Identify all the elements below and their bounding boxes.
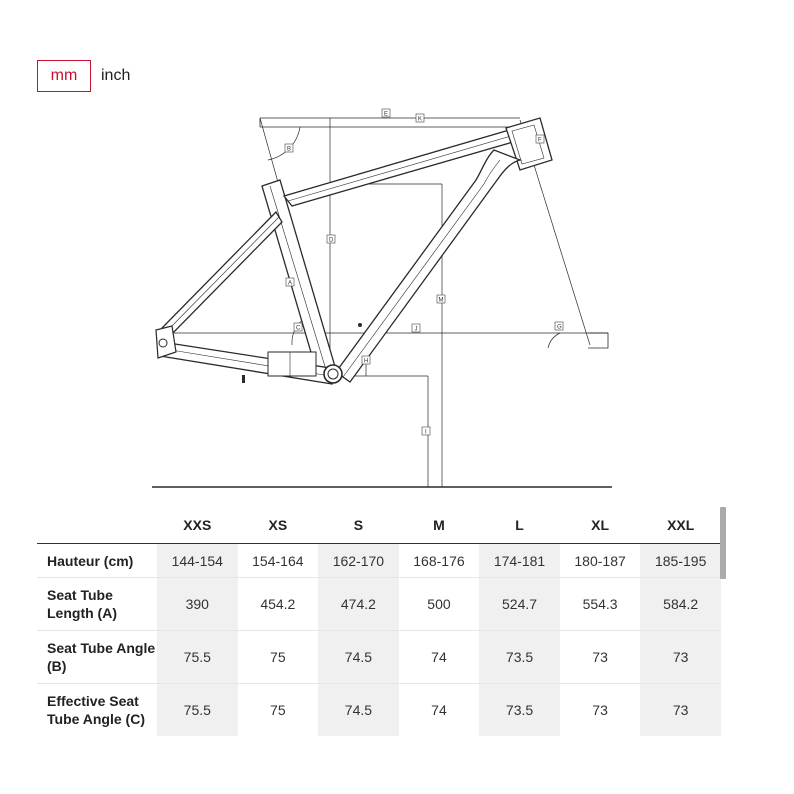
label-j: J: [414, 326, 418, 333]
size-header-xs: XS: [238, 507, 319, 544]
table-corner-cell: [37, 507, 157, 544]
table-cell: 524.7: [479, 578, 560, 631]
size-header-xxs: XXS: [157, 507, 238, 544]
table-cell: 500: [399, 578, 480, 631]
table-scrollbar[interactable]: [720, 507, 726, 579]
table-cell: 180-187: [560, 544, 641, 578]
table-cell: 144-154: [157, 544, 238, 578]
table-cell: 73: [640, 684, 721, 737]
table-row: [37, 631, 721, 684]
label-m: M: [438, 297, 444, 304]
table-cell: 75: [270, 702, 286, 718]
label-i: I: [425, 429, 427, 436]
table-header-row: [37, 507, 721, 544]
table-cell: 75.5: [157, 684, 238, 737]
table-row: [37, 684, 721, 737]
size-header-xxl: XXL: [640, 507, 721, 544]
table-cell: 73: [560, 631, 641, 684]
table-cell: 474.2: [318, 578, 399, 631]
row-label: Effective Seat Tube Angle (C): [47, 693, 145, 727]
table-cell: 454.2: [238, 578, 319, 631]
bottom-bracket: [324, 365, 342, 383]
table-cell: 74.5: [318, 684, 399, 737]
table-cell: 74: [431, 702, 447, 718]
table-row: [37, 578, 721, 631]
table-cell: 74: [399, 631, 480, 684]
row-label: Seat Tube Length (A): [37, 578, 157, 631]
row-label: Seat Tube Angle (B): [37, 631, 157, 684]
unit-mm-button[interactable]: mm: [37, 60, 91, 92]
size-header-l: L: [479, 507, 560, 544]
geometry-table: [37, 507, 721, 736]
table-cell: 390: [157, 578, 238, 631]
table-cell: 554.3: [560, 578, 641, 631]
table-cell: 74.5: [318, 631, 399, 684]
label-k: K: [418, 116, 423, 123]
table-cell: 73: [592, 702, 608, 718]
size-header-xl: XL: [560, 507, 641, 544]
table-cell: 73.5: [479, 631, 560, 684]
table-cell: 73: [640, 631, 721, 684]
table-cell: 185-195: [640, 544, 721, 578]
label-c: C: [296, 325, 301, 332]
label-h: H: [364, 358, 369, 365]
unit-inch-button[interactable]: inch: [101, 67, 131, 84]
label-a: A: [288, 280, 293, 287]
label-b: B: [287, 146, 292, 153]
table-cell: 162-170: [318, 544, 399, 578]
label-f: F: [538, 137, 542, 144]
size-header-m: M: [399, 507, 480, 544]
table-row: [37, 544, 721, 578]
table-cell: 584.2: [640, 578, 721, 631]
row-label: Hauteur (cm): [37, 544, 157, 578]
table-cell: 75: [238, 631, 319, 684]
table-cell: 174-181: [479, 544, 560, 578]
table-cell: 168-176: [399, 544, 480, 578]
table-cell: 154-164: [238, 544, 319, 578]
label-g: G: [557, 324, 562, 331]
label-d: D: [329, 237, 334, 244]
geometry-table-container: [37, 507, 727, 736]
size-header-s: S: [318, 507, 399, 544]
table-cell: 75.5: [157, 631, 238, 684]
label-e: E: [384, 111, 389, 118]
table-cell: 73.5: [479, 684, 560, 737]
